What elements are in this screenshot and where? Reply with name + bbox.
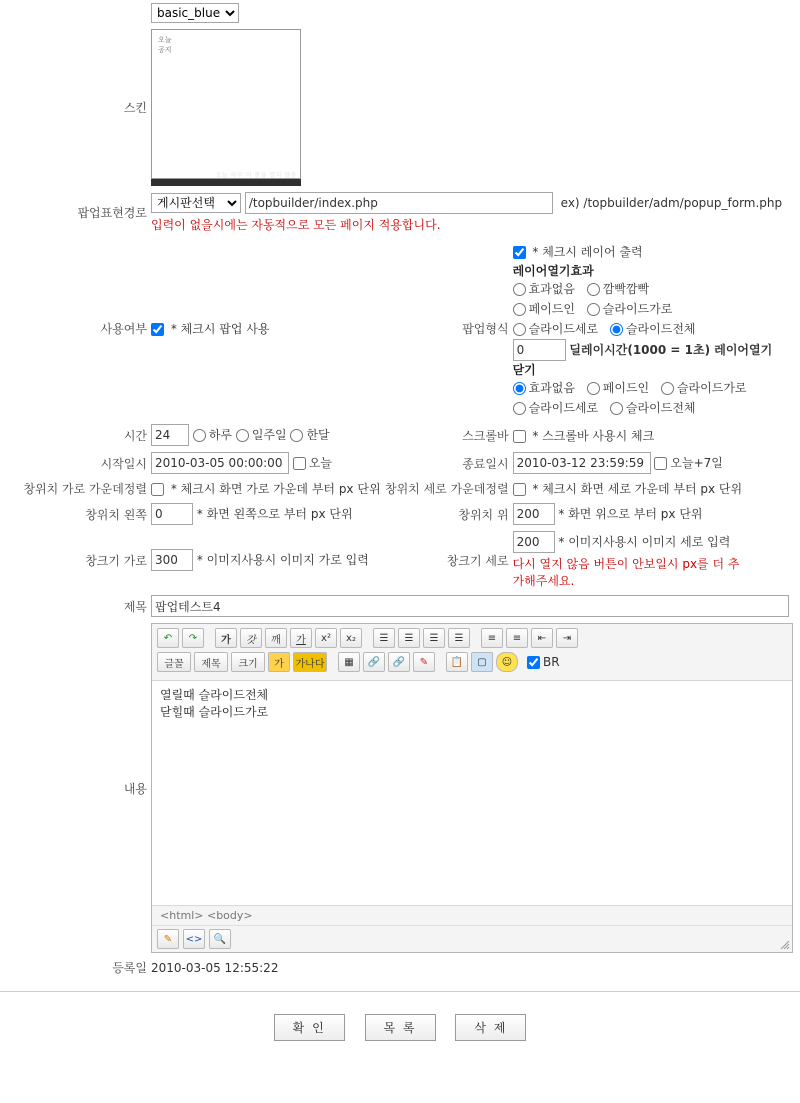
open-effect-label-3: 슬라이드가로 <box>602 302 673 316</box>
align-h-label: 창위치 가로 가운데정렬 <box>23 482 147 496</box>
editor-toolbar <box>152 624 792 681</box>
open-effect-label-0: 효과없음 <box>528 282 575 296</box>
skin-preview <box>151 29 301 179</box>
close-effect-option-0[interactable] <box>513 381 575 395</box>
font-color-icon[interactable]: 가 <box>268 652 290 672</box>
editor-path-status: <html> <body> <box>152 906 792 926</box>
heading-button[interactable]: 제목 <box>194 652 228 672</box>
end-date-plus7-checkbox[interactable] <box>654 457 667 470</box>
align-h-text: * 체크시 화면 가로 가운데 부터 px 단위 <box>170 482 381 496</box>
board-select[interactable] <box>151 193 241 213</box>
pos-left-label: 창위치 왼쪽 <box>85 507 147 522</box>
start-date-today-checkbox[interactable] <box>293 457 306 470</box>
layer-output-row <box>513 242 793 262</box>
close-effect-radio-1[interactable] <box>587 382 600 395</box>
br-option[interactable] <box>527 655 560 669</box>
open-effect-option-2[interactable] <box>513 302 575 316</box>
reg-date-row <box>5 956 795 979</box>
scrollbar-text: * 스크롤바 사용시 체크 <box>532 428 655 443</box>
time-label: 시간 <box>123 428 147 443</box>
close-effect-radio-0[interactable] <box>513 382 526 395</box>
close-effect-options-2 <box>513 398 793 418</box>
popup-path-row <box>5 189 795 236</box>
time-scrollbar-row <box>5 421 795 449</box>
outdent-icon[interactable]: ⇤ <box>531 628 553 648</box>
skin-select[interactable] <box>151 3 239 23</box>
pos-top-cell <box>511 500 795 528</box>
reg-date-value: 2010-03-05 12:55:22 <box>151 960 279 975</box>
end-date-label: 종료일시 <box>462 456 509 471</box>
content-label: 내용 <box>123 781 147 796</box>
superscript-icon[interactable]: x² <box>315 628 337 648</box>
size-width-cell <box>149 528 383 592</box>
open-effect-radio-1[interactable] <box>587 283 600 296</box>
open-effect-radio-3[interactable] <box>587 303 600 316</box>
close-effect-options-1 <box>513 378 793 398</box>
start-date-label: 시작일시 <box>100 456 147 471</box>
close-effect-label-3: 슬라이드세로 <box>528 401 599 415</box>
open-effect-label-4: 슬라이드세로 <box>528 322 599 336</box>
position-row <box>5 500 795 528</box>
open-effect-title: 레이어열기효과 <box>512 264 594 278</box>
close-effect-label-0: 효과없음 <box>528 381 575 395</box>
close-effect-title: 닫기 <box>512 363 536 377</box>
start-date-cell <box>149 449 383 477</box>
start-date-input[interactable] <box>151 452 289 474</box>
time-option-2[interactable] <box>290 428 329 442</box>
title-label: 제목 <box>123 599 147 614</box>
underline-icon[interactable]: 가 <box>290 628 312 648</box>
redo-icon[interactable]: ↷ <box>182 628 204 648</box>
time-radio-1[interactable] <box>236 429 249 442</box>
editor-toolbar-row-1 <box>157 628 787 648</box>
open-effect-options-2 <box>513 299 793 319</box>
editor-content-line-0: 열릴때 슬라이드전체 <box>160 688 269 702</box>
popup-type-label: 팝업형식 <box>462 322 509 336</box>
resize-grip-icon[interactable] <box>780 940 790 950</box>
unordered-list-icon[interactable]: ≡ <box>506 628 528 648</box>
open-effect-radio-4[interactable] <box>513 323 526 336</box>
align-justify-icon[interactable]: ☰ <box>448 628 470 648</box>
pos-top-text: * 화면 위으로 부터 px 단위 <box>558 507 703 521</box>
start-date-today-option[interactable] <box>293 456 332 470</box>
start-date-today-label: 오늘 <box>308 456 333 470</box>
font-family-button[interactable]: 글꼴 <box>157 652 191 672</box>
font-size-button[interactable]: 크기 <box>231 652 265 672</box>
delay-text: 딜레이시간(1000 = 1초) 레이어열기 <box>569 343 773 357</box>
align-v-cell <box>511 477 795 500</box>
open-effect-option-3[interactable] <box>587 302 673 316</box>
use-checkbox[interactable] <box>151 323 164 336</box>
close-effect-radio-4[interactable] <box>610 402 623 415</box>
pos-top-label: 창위치 위 <box>458 507 509 522</box>
close-effect-option-2[interactable] <box>661 381 747 395</box>
scrollbar-cell <box>511 421 795 449</box>
popup-path-example: ex) /topbuilder/adm/popup_form.php <box>560 196 783 210</box>
title-input[interactable] <box>151 595 789 617</box>
link-icon[interactable]: 🔗 <box>363 652 385 672</box>
end-date-plus7-label: 오늘+7일 <box>670 456 723 470</box>
open-effect-options-3 <box>513 319 793 339</box>
align-v-text: * 체크시 화면 세로 가운데 부터 px 단위 <box>532 482 743 496</box>
skin-preview-outer <box>151 29 301 186</box>
html-mode-icon[interactable]: <> <box>183 929 205 949</box>
time-label-0: 하루 <box>208 428 233 442</box>
skin-preview-cell <box>149 26 795 189</box>
size-height-input[interactable] <box>513 531 555 553</box>
close-effect-label-1: 페이드인 <box>602 381 650 395</box>
close-effect-label-2: 슬라이드가로 <box>676 381 747 395</box>
time-label-1: 일주일 <box>251 428 287 442</box>
use-label: 사용여부 <box>100 322 147 336</box>
edit-mode-icon[interactable]: ✎ <box>157 929 179 949</box>
paste-icon[interactable]: 📋 <box>446 652 468 672</box>
align-row <box>5 477 795 500</box>
skin-label: 스킨 <box>123 101 147 115</box>
open-effect-option-5[interactable] <box>610 322 696 336</box>
open-effect-option-0[interactable] <box>513 282 575 296</box>
popup-path-input[interactable] <box>245 192 553 214</box>
open-effect-label-2: 페이드인 <box>528 302 575 316</box>
ordered-list-icon[interactable]: ≡ <box>481 628 503 648</box>
rich-text-editor <box>151 623 793 953</box>
pos-left-cell <box>149 500 383 528</box>
size-height-label: 창크기 세로 <box>446 553 509 568</box>
popup-path-hint: 입력이 없을시에는 자동적으로 모든 페이지 적용합니다. <box>151 218 441 232</box>
skin-preview-footer: 오늘 하루 이 창을 열지 않음 <box>215 172 297 179</box>
end-date-plus7-option[interactable] <box>654 456 722 470</box>
pos-top-input[interactable] <box>513 503 555 525</box>
close-effect-radio-2[interactable] <box>661 382 674 395</box>
open-effect-label-1: 깜빡깜빡 <box>602 282 650 296</box>
use-cell <box>149 236 383 421</box>
size-width-input[interactable] <box>151 549 193 571</box>
open-effect-option-1[interactable] <box>587 282 649 296</box>
br-label: BR <box>543 655 560 669</box>
size-width-label: 창크기 가로 <box>85 553 147 568</box>
editor-toolbar-row-2 <box>157 652 787 672</box>
strike-icon[interactable]: 깨 <box>265 628 287 648</box>
title-cell <box>149 592 795 620</box>
skin-preview-inner-text: 공지 <box>158 46 172 54</box>
delay-row <box>513 339 793 361</box>
list-button[interactable]: 목 록 <box>365 1014 436 1041</box>
popup-path-label: 팝업표현경로 <box>77 206 147 220</box>
indent-icon[interactable]: ⇥ <box>556 628 578 648</box>
delete-button[interactable]: 삭 제 <box>455 1014 526 1041</box>
align-v-label: 창위치 세로 가운데정렬 <box>385 482 509 496</box>
open-effect-radio-2[interactable] <box>513 303 526 316</box>
table-icon[interactable]: ▦ <box>338 652 360 672</box>
confirm-button[interactable]: 확 인 <box>274 1014 345 1041</box>
layer-output-text: * 체크시 레이어 출력 <box>532 245 643 259</box>
footer-divider <box>0 991 800 992</box>
italic-icon[interactable]: 갓 <box>240 628 262 648</box>
time-option-1[interactable] <box>236 428 287 442</box>
align-center-icon[interactable]: ☰ <box>398 628 420 648</box>
scrollbar-checkbox[interactable] <box>513 430 526 443</box>
date-row <box>5 449 795 477</box>
popup-path-cell <box>149 189 795 236</box>
skin-select-row <box>5 0 795 26</box>
open-effect-radio-5[interactable] <box>610 323 623 336</box>
skin-select-spacer <box>5 0 149 26</box>
size-row <box>5 528 795 592</box>
editor-mode-bar <box>152 926 792 952</box>
align-v-checkbox[interactable] <box>513 483 526 496</box>
subscript-icon[interactable]: x₂ <box>340 628 362 648</box>
image-icon[interactable]: ▢ <box>471 652 493 672</box>
skin-preview-top-text: 오늘 <box>158 36 172 44</box>
editor-content-line-1: 닫힐때 슬라이드가로 <box>160 705 269 719</box>
skin-select-cell <box>149 0 795 26</box>
popup-settings-form <box>5 0 795 979</box>
delay-input[interactable] <box>513 339 566 361</box>
align-h-cell <box>149 477 383 500</box>
open-effect-radio-0[interactable] <box>513 283 526 296</box>
content-cell <box>149 620 795 956</box>
size-height-warning: 다시 열지 않음 버튼이 안보일시 px를 더 추가해주세요. <box>512 557 740 588</box>
open-effect-option-4[interactable] <box>513 322 599 336</box>
scrollbar-label: 스크롤바 <box>462 428 509 443</box>
preview-mode-icon[interactable]: 🔍 <box>209 929 231 949</box>
close-effect-option-4[interactable] <box>610 401 696 415</box>
title-row <box>5 592 795 620</box>
paint-icon[interactable]: ✎ <box>413 652 435 672</box>
pos-left-text: * 화면 왼쪽으로 부터 px 단위 <box>196 507 353 521</box>
close-effect-option-3[interactable] <box>513 401 599 415</box>
emoticon-icon[interactable]: ☺ <box>496 652 518 672</box>
end-date-cell <box>511 449 795 477</box>
size-width-text: * 이미지사용시 이미지 가로 입력 <box>196 553 369 567</box>
time-cell <box>149 421 383 449</box>
size-height-cell <box>511 528 795 592</box>
use-text: * 체크시 팝업 사용 <box>170 322 270 336</box>
align-h-checkbox[interactable] <box>151 483 164 496</box>
reg-date-label: 등록일 <box>112 961 147 975</box>
br-checkbox[interactable] <box>527 656 540 669</box>
time-input[interactable] <box>151 424 189 446</box>
footer-button-row <box>0 1014 800 1041</box>
align-left-icon[interactable]: ☰ <box>373 628 395 648</box>
open-effect-options-1 <box>513 279 793 299</box>
close-effect-label-4: 슬라이드전체 <box>625 401 696 415</box>
bold-icon[interactable]: 가 <box>215 628 237 648</box>
close-effect-option-1[interactable] <box>587 381 649 395</box>
open-effect-label-5: 슬라이드전체 <box>625 322 696 336</box>
time-label-2: 한달 <box>306 428 330 442</box>
popup-type-cell <box>511 236 795 421</box>
time-radio-0[interactable] <box>193 429 206 442</box>
layer-output-checkbox[interactable] <box>513 246 526 259</box>
end-date-input[interactable] <box>513 452 651 474</box>
time-option-0[interactable] <box>193 428 232 442</box>
undo-icon[interactable]: ↶ <box>157 628 179 648</box>
time-radio-2[interactable] <box>290 429 303 442</box>
close-effect-radio-3[interactable] <box>513 402 526 415</box>
align-right-icon[interactable]: ☰ <box>423 628 445 648</box>
editor-content-area[interactable] <box>152 681 792 906</box>
content-row <box>5 620 795 956</box>
skin-preview-row <box>5 26 795 189</box>
size-height-text: * 이미지사용시 이미지 세로 입력 <box>558 535 731 549</box>
pos-left-input[interactable] <box>151 503 193 525</box>
highlight-icon[interactable]: 가나다 <box>293 652 327 672</box>
unlink-icon[interactable]: 🔗 <box>388 652 410 672</box>
use-and-type-row <box>5 236 795 421</box>
